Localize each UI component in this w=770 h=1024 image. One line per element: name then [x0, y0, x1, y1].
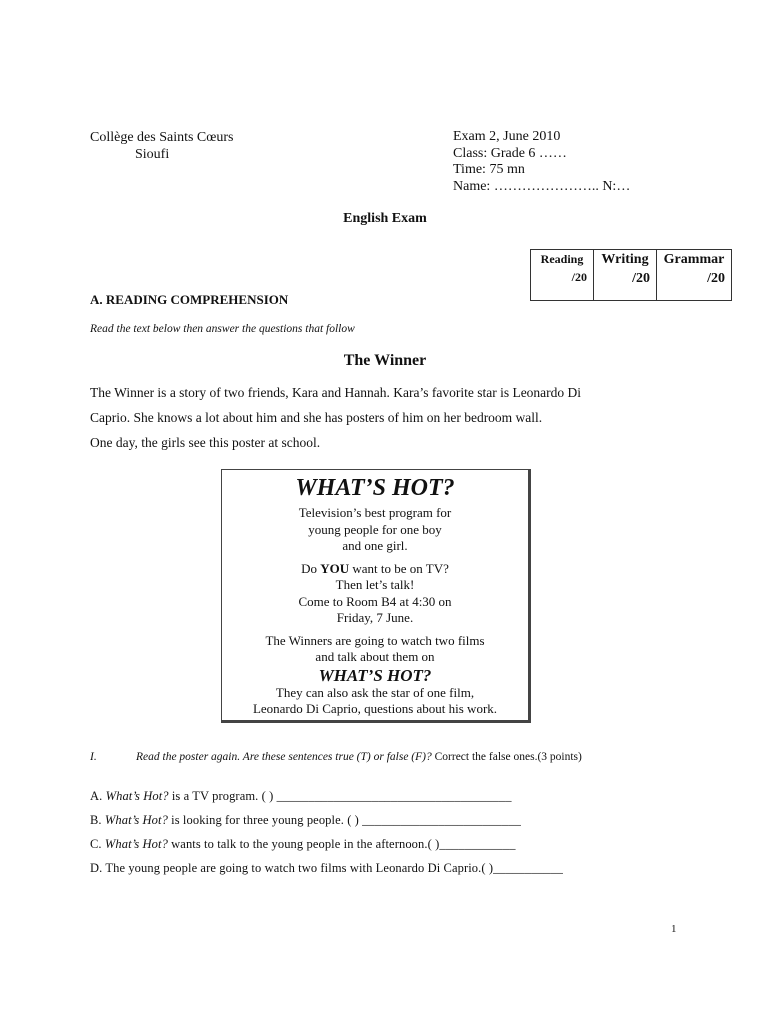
score-max: /20	[632, 271, 650, 286]
poster-subheading: WHAT’S HOT?	[318, 665, 432, 685]
question-instruction	[136, 751, 582, 763]
page-number: 1	[671, 923, 677, 935]
item-text: is a TV program. ( ) _____________________________________	[168, 789, 512, 803]
score-cell-reading	[531, 250, 594, 301]
story-line: One day, the girls see this poster at school.	[90, 435, 321, 450]
poster-block-4	[222, 685, 528, 718]
score-table	[530, 249, 732, 301]
item-letter: D.	[90, 861, 103, 875]
story-line: The Winner is a story of two friends, Kara and Hannah. Kara’s favorite star is Leonardo Di	[90, 385, 582, 400]
question-number: I.	[90, 751, 97, 763]
exam-info-block	[453, 129, 630, 195]
question-instruction-plain: Correct the false ones.(3 points)	[434, 751, 582, 763]
item-text: The young people are going to watch two films with Leonardo Di Caprio.( )___________	[105, 861, 563, 875]
student-name-field: Name: ………………….. N:…	[453, 178, 631, 194]
poster-text: want to be on TV?	[349, 560, 449, 576]
poster-line	[222, 561, 528, 578]
score-cell-grammar	[657, 250, 732, 301]
section-a-instruction: Read the text below then answer the questions that follow	[90, 323, 355, 335]
poster-line: The Winners are going to watch two films	[265, 632, 485, 648]
poster-heading: WHAT’S HOT?	[295, 475, 455, 501]
score-label: Grammar	[663, 252, 725, 267]
exam-class: Class: Grade 6 ……	[453, 145, 567, 161]
item-text: wants to talk to the young people in the afternoon.( )____________	[167, 837, 516, 851]
item-title: What’s Hot?	[104, 837, 168, 851]
exam-time: Time: 75 mn	[453, 162, 525, 177]
poster-line: Then let’s talk!	[335, 577, 415, 592]
section-a-title: A. READING COMPREHENSION	[90, 292, 289, 307]
item-letter: A.	[90, 789, 103, 803]
item-letter: C.	[90, 837, 102, 851]
school-town: Sioufi	[135, 147, 170, 162]
poster-box	[221, 469, 531, 723]
poster-line: Television’s best program for	[298, 505, 452, 520]
poster-emphasis: YOU	[320, 560, 350, 576]
question-item-a	[90, 789, 512, 804]
poster-line: Come to Room B4 at 4:30 on	[298, 593, 452, 609]
poster-text: Do	[301, 560, 321, 576]
item-title: What’s Hot?	[105, 789, 169, 803]
score-label: Reading	[540, 252, 584, 266]
school-block	[90, 129, 234, 163]
poster-block-3	[222, 633, 528, 666]
question-instruction-italic: Read the poster again. Are these sentences true (T) or false (F)?	[136, 751, 435, 763]
item-text: is looking for three young people. ( ) _________________________	[167, 813, 521, 827]
question-item-c	[90, 837, 516, 852]
poster-line: Leonardo Di Caprio, questions about his work.	[252, 701, 498, 716]
item-letter: B.	[90, 813, 102, 827]
poster-line: They can also ask the star of one film,	[275, 684, 475, 700]
score-label: Writing	[601, 252, 649, 267]
score-max: /20	[571, 270, 587, 284]
exam-title: English Exam	[343, 211, 427, 226]
exam-date: Exam 2, June 2010	[453, 129, 561, 144]
school-name: Collège des Saints Cœurs	[90, 130, 234, 145]
poster-line: and talk about them on	[315, 649, 435, 664]
poster-line: Friday, 7 June.	[336, 610, 414, 625]
poster-line: and one girl.	[342, 538, 408, 553]
item-title: What’s Hot?	[104, 813, 168, 827]
score-max: /20	[707, 271, 725, 286]
poster-line: young people for one boy	[308, 521, 442, 537]
story-line: Caprio. She knows a lot about him and she has posters of him on her bedroom wall.	[90, 410, 543, 425]
score-cell-writing	[594, 250, 657, 301]
poster-block-1	[222, 505, 528, 555]
story-title: The Winner	[343, 352, 427, 369]
poster-block-2	[222, 561, 528, 627]
question-item-b	[90, 813, 521, 828]
question-item-d	[90, 861, 563, 876]
